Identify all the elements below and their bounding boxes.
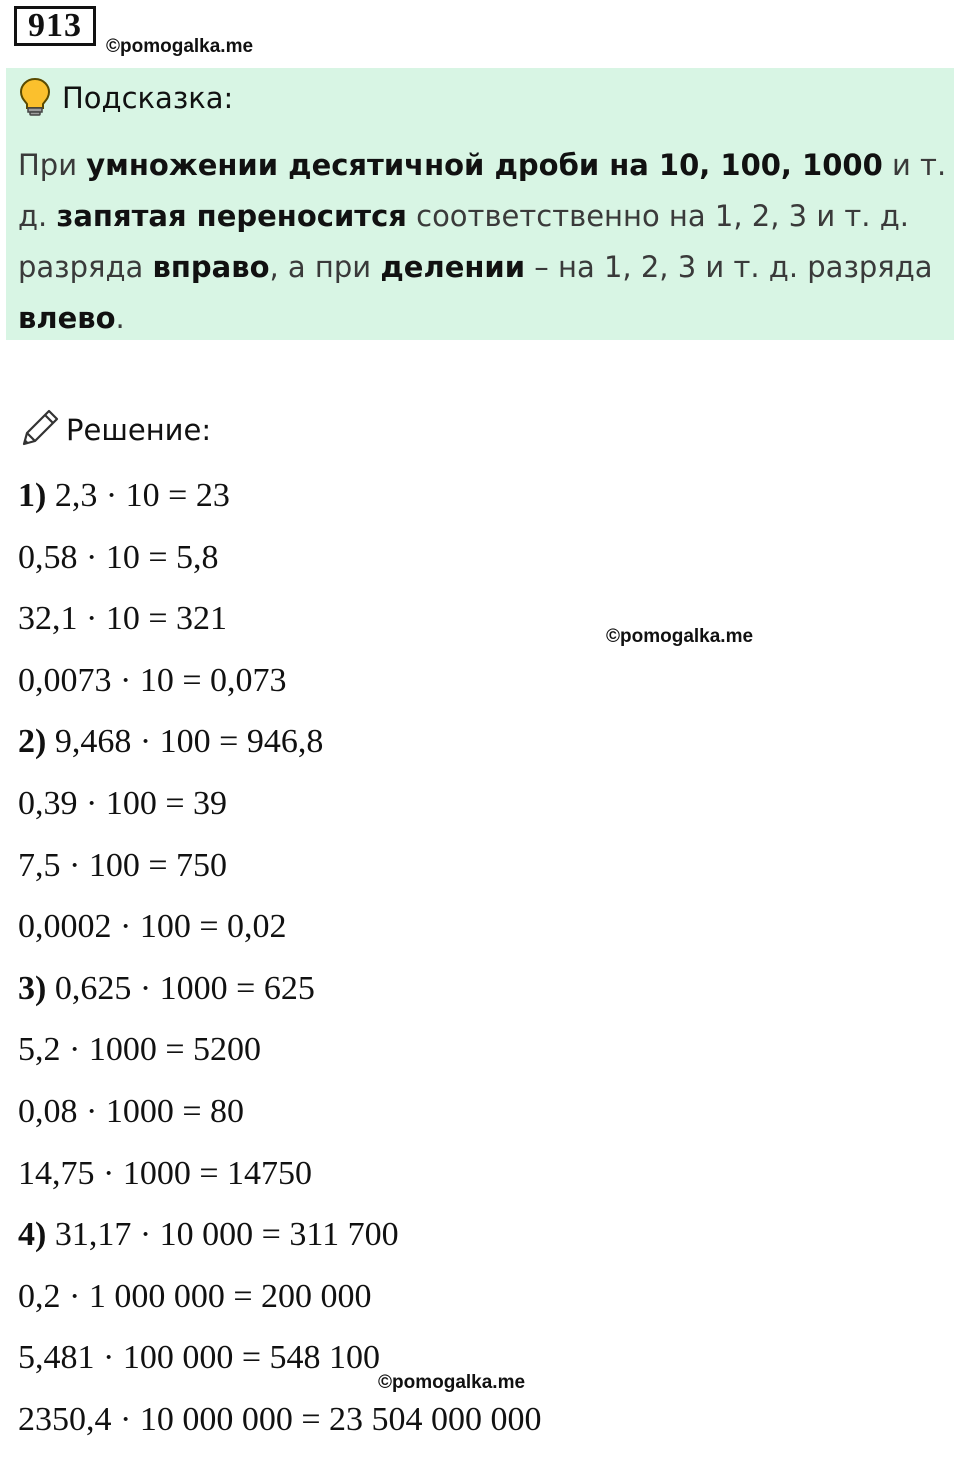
solution-line [18,844,542,906]
equation: 32,1 · 10 = 321 [18,600,227,638]
equation: 0,625 · 1000 = 625 [46,969,315,1007]
hint-part: . [115,301,125,335]
solution-line [18,536,542,598]
equation: 14,75 · 1000 = 14750 [18,1154,312,1192]
hint-bold: влево [18,301,116,335]
solution-line [18,659,542,721]
solution-lines [18,474,542,1460]
solution-line [18,720,542,782]
watermark-top: ©pomogalka.me [106,36,254,57]
task-number: 913 [14,6,96,46]
item-number: 4) [18,1216,47,1254]
hint-part: , а при [269,250,381,284]
solution-line [18,1398,542,1460]
watermark-bottom: ©pomogalka.me [378,1372,526,1393]
equation: 0,2 · 1 000 000 = 200 000 [18,1277,372,1315]
solution-line [18,474,542,536]
solution-line [18,1275,542,1337]
solution-line [18,967,542,1029]
equation: 0,08 · 1000 = 80 [18,1092,244,1130]
hint-part: и т. д. [18,148,947,233]
solution-title: Решение: [66,413,212,447]
hint-part: соответственно на 1, 2, 3 и т. д. разряда [18,199,909,284]
solution-line [18,1152,542,1214]
hint-bold: делении [380,250,526,284]
hint-bold: запятая переносится [56,199,407,233]
solution-line [18,1028,542,1090]
equation: 0,0002 · 100 = 0,02 [18,908,287,946]
equation: 5,2 · 1000 = 5200 [18,1031,261,1069]
equation: 9,468 · 100 = 946,8 [46,723,324,761]
watermark-middle: ©pomogalka.me [606,626,754,647]
hint-bold: вправо [152,250,270,284]
item-number: 1) [18,477,47,514]
equation: 2350,4 · 10 000 000 = 23 504 000 000 [18,1400,542,1438]
hint-part: – на 1, 2, 3 и т. д. разряда [525,250,933,284]
solution-line [18,782,542,844]
equation: 0,0073 · 10 = 0,073 [18,661,287,699]
solution-line [18,597,542,659]
hint-title: Подсказка: [62,81,234,115]
item-number: 2) [18,723,47,761]
equation: 7,5 · 100 = 750 [18,846,227,884]
solution-line [18,1213,542,1275]
solution-line [18,905,542,967]
hint-text [18,140,948,344]
equation: 31,17 · 10 000 = 311 700 [46,1216,399,1254]
equation: 2,3 · 10 = 23 [46,477,230,514]
pencil-icon [18,406,62,450]
hint-bold: умножении десятичной дроби на 10, 100, 1000 [86,148,883,182]
equation: 0,58 · 10 = 5,8 [18,538,219,576]
item-number: 3) [18,969,47,1007]
lightbulb-icon [18,76,52,118]
solution-line [18,1090,542,1152]
hint-part: При [18,148,87,182]
equation: 0,39 · 100 = 39 [18,784,227,822]
equation: 5,481 · 100 000 = 548 100 [18,1339,380,1377]
